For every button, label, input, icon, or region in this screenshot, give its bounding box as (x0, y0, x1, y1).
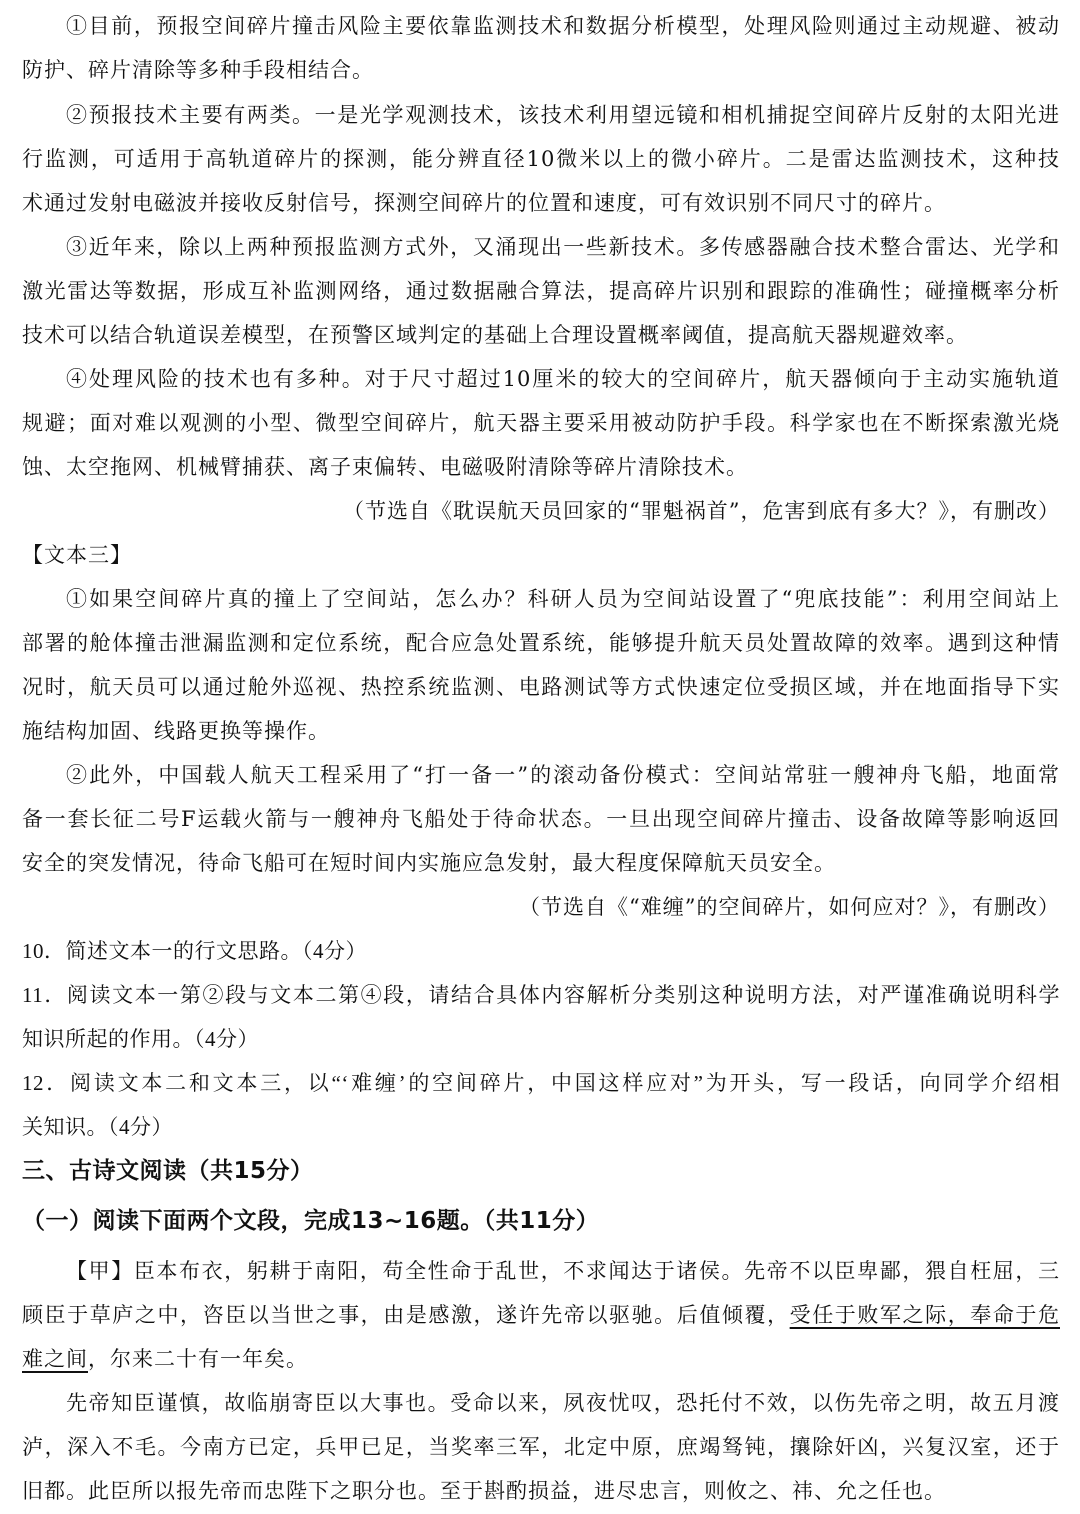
text3-p2-line: 安全的突发情况，待命飞船可在短时间内实施应急发射，最大程度保障航天员安全。 (22, 851, 836, 875)
jia-text: 泸，深入不毛。今南方已定，兵甲已足，当奖率三军，北定中原， (22, 1435, 677, 1459)
jia-text: 顾臣于草庐之中，咨臣以当世之事，由是感激，遂许先帝以驱驰。后值倾覆， (22, 1303, 790, 1327)
emphasis-dot-char: 鄙 (879, 1259, 903, 1283)
text3-p1-line: 部署的舱体撞击泄漏监测和定位系统，配合应急处置系统，能够提升航天员处置故障的效率。遇到这种情 (22, 631, 1060, 655)
subsection-heading: （一）阅读下面两个文段，完成13~16题。（共11分） (22, 1208, 600, 1234)
question-12-line: 12．阅读文本二和文本三，以“‘难缠’的空间碎片，中国这样应对”为开头，写一段话，向同学介绍相 (22, 1071, 1060, 1095)
text2-p3-line: ③近年来，除以上两种预报监测方式外，又涌现出一些新技术。多传感器融合技术整合雷达、光学和 (66, 235, 1060, 259)
jia-p2-line (22, 1433, 1060, 1461)
text2-p2-line: 行监测，可适用于高轨道碎片的探测，能分辨直径10微米以上的微小碎片。二是雷达监测技术，这种技 (22, 147, 1060, 171)
text2-p1-line: 防护、碎片清除等多种手段相结合。 (22, 58, 374, 82)
text3-p2-line: 备一套长征二号F运载火箭与一艘神舟飞船处于待命状态。一旦出现空间碎片撞击、设备故障等影响返回 (22, 807, 1060, 831)
text2-p1-line: ①目前，预报空间碎片撞击风险主要依靠监测技术和数据分析模型，处理风险则通过主动规避、被动 (66, 14, 1060, 38)
jia-p1-line (22, 1301, 1060, 1329)
text2-p2-line: ②预报技术主要有两类。一是光学观测技术，该技术利用望远镜和相机捕捉空间碎片反射的太阳光进 (66, 103, 1060, 127)
underlined-sentence: 难之间 (22, 1347, 88, 1371)
question-10: 10．简述文本一的行文思路。（4分） (22, 939, 367, 963)
jia-p2-line: 先帝知臣谨慎，故临崩寄臣以大事也。受命以来，夙夜忧叹，恐托付不效，以伤先帝之明，故五月渡 (66, 1391, 1060, 1415)
jia-text: ，尔来二十有一年矣。 (88, 1347, 308, 1371)
text2-p4-line: 蚀、太空拖网、机械臂捕获、离子束偏转、电磁吸附清除等碎片清除技术。 (22, 455, 748, 479)
text3-source: （节选自《“难缠”的空间碎片，如何应对？》，有删改） (519, 895, 1060, 919)
jia-p2-line: 旧都。此臣所以报先帝而忠陛下之职分也。至于斟酌损益，进尽忠言，则攸之、祎、允之任也。 (22, 1479, 946, 1503)
text2-p2-line: 术通过发射电磁波并接收反射信号，探测空间碎片的位置和速度，可有效识别不同尺寸的碎片。 (22, 191, 946, 215)
jia-p1-line (66, 1257, 1060, 1285)
text2-p4-line: 规避；面对难以观测的小型、微型空间碎片，航天器主要采用被动防护手段。科学家也在不断探索激光烧 (22, 411, 1060, 435)
text2-p4-line: ④处理风险的技术也有多种。对于尺寸超过10厘米的较大的空间碎片，航天器倾向于主动实施轨道 (66, 367, 1060, 391)
question-11-line: 11．阅读文本一第②段与文本二第④段，请结合具体内容解析分类别这种说明方法，对严谨准确说明科学 (22, 983, 1060, 1007)
jia-text: ，猥自枉屈，三 (902, 1259, 1060, 1283)
underlined-sentence: 受任于败军之际，奉命于危 (789, 1303, 1060, 1327)
question-11-line: 知识所起的作用。（4分） (22, 1027, 259, 1051)
text3-p2-line: ②此外，中国载人航天工程采用了“打一备一”的滚动备份模式：空间站常驻一艘神舟飞船，地面常 (66, 763, 1060, 787)
jia-text: 【甲】臣本布衣，躬耕于南阳，苟全性命于乱世，不求闻达于诸侯。先帝不以臣卑 (66, 1259, 880, 1283)
text3-p1-line: 况时，航天员可以通过舱外巡视、热控系统监测、电路测试等方式快速定位受损区域，并在地面指导下实 (22, 675, 1060, 699)
text3-p1-line: 施结构加固、线路更换等操作。 (22, 719, 330, 743)
section-heading: 三、古诗文阅读（共15分） (22, 1158, 314, 1184)
jia-p1-line (22, 1345, 1060, 1373)
text2-source: （节选自《耽误航天员回家的“罪魁祸首”，危害到底有多大？》，有删改） (343, 499, 1060, 523)
jia-text: 竭驽钝，攘除奸凶，兴复汉室，还于 (699, 1435, 1060, 1459)
text3-title: 【文本三】 (22, 543, 132, 567)
text2-p3-line: 激光雷达等数据，形成互补监测网络，通过数据融合算法，提高碎片识别和跟踪的准确性；碰撞概率分析 (22, 279, 1060, 303)
question-12-line: 关知识。（4分） (22, 1115, 173, 1139)
emphasis-dot-char: 庶 (676, 1435, 700, 1459)
text3-p1-line: ①如果空间碎片真的撞上了空间站，怎么办？科研人员为空间站设置了“兜底技能”：利用空间站上 (66, 587, 1060, 611)
text2-p3-line: 技术可以结合轨道误差模型，在预警区域判定的基础上合理设置概率阈值，提高航天器规避效率。 (22, 323, 968, 347)
